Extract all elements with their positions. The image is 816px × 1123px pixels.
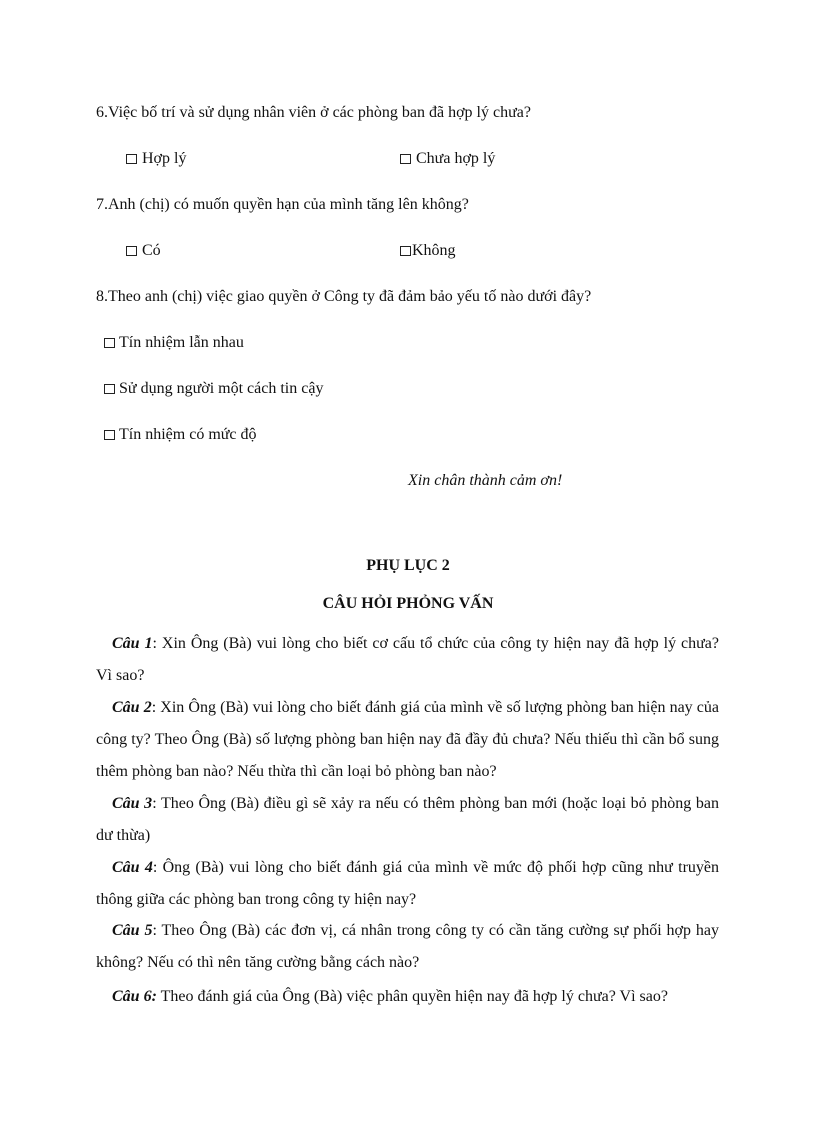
- option-label: Không: [412, 242, 456, 259]
- question-text: : Theo Ông (Bà) điều gì sẽ xảy ra nếu có thêm phòng ban mới (hoặc loại bỏ phòng ban dư thừa): [96, 795, 719, 844]
- checkbox-icon[interactable]: [400, 154, 411, 164]
- question-label: Câu 3: [112, 795, 153, 812]
- option-khong[interactable]: [400, 242, 456, 260]
- question-text: : Theo Ông (Bà) các đơn vị, cá nhân trong công ty có cần tăng cường sự phối hợp hay không? Nếu có thì nên tăng cường bằng cách nào?: [96, 922, 719, 971]
- appendix-subtitle: CÂU HỎI PHỎNG VẤN: [322, 595, 494, 612]
- option-co[interactable]: [126, 242, 161, 260]
- checkbox-icon[interactable]: [126, 154, 137, 164]
- interview-question-1: [96, 628, 719, 692]
- option-label: Tín nhiệm có mức độ: [119, 426, 257, 443]
- interview-question-4: [96, 852, 719, 916]
- question-label: Câu 5: [112, 922, 153, 939]
- question-text: : Xin Ông (Bà) vui lòng cho biết đánh giá của mình về số lượng phòng ban hiện nay của công ty? Theo Ông (Bà) số lượng phòng ban hiện nay đã đầy đủ chưa? Nếu thiếu thì cần bổ sung thêm phòng ban nào? Nếu thừa thì cần loại bỏ phòng ban nào?: [96, 699, 720, 780]
- appendix-title: PHỤ LỤC 2: [366, 557, 450, 574]
- question-label: Câu 2: [112, 699, 152, 716]
- survey-question-7: 7.Anh (chị) có muốn quyền hạn của mình tăng lên không?: [96, 196, 469, 213]
- option-hop-ly[interactable]: [126, 150, 186, 168]
- option-su-dung-nguoi[interactable]: [104, 380, 323, 398]
- question-label: Câu 1: [112, 635, 153, 652]
- interview-question-2: [96, 692, 719, 788]
- checkbox-icon[interactable]: [104, 338, 115, 348]
- question-text: Theo đánh giá của Ông (Bà) việc phân quyền hiện nay đã hợp lý chưa? Vì sao?: [156, 988, 668, 1005]
- question-text: : Ông (Bà) vui lòng cho biết đánh giá của mình về mức độ phối hợp cũng như truyền thông giữa các phòng ban trong công ty hiện nay?: [96, 859, 719, 908]
- option-chua-hop-ly[interactable]: [400, 150, 495, 168]
- question-label: Câu 6:: [112, 988, 157, 1005]
- survey-question-6: 6.Việc bố trí và sử dụng nhân viên ở các phòng ban đã hợp lý chưa?: [96, 104, 531, 121]
- option-label: Tín nhiệm lẫn nhau: [119, 334, 244, 351]
- option-tin-nhiem-lan-nhau[interactable]: [104, 334, 244, 352]
- option-label: Sử dụng người một cách tin cậy: [119, 380, 324, 397]
- interview-question-5: [96, 915, 719, 979]
- thank-you-note: Xin chân thành cảm ơn!: [408, 472, 563, 489]
- checkbox-icon[interactable]: [400, 246, 411, 256]
- checkbox-icon[interactable]: [104, 384, 115, 394]
- checkbox-icon[interactable]: [104, 430, 115, 440]
- question-label: Câu 4: [112, 859, 153, 876]
- option-label: Hợp lý: [142, 150, 187, 167]
- option-label: Chưa hợp lý: [416, 150, 496, 167]
- question-text: : Xin Ông (Bà) vui lòng cho biết cơ cấu tổ chức của công ty hiện nay đã hợp lý chưa? Vì sao?: [96, 635, 719, 684]
- checkbox-icon[interactable]: [126, 246, 137, 256]
- survey-question-8: 8.Theo anh (chị) việc giao quyền ở Công ty đã đảm bảo yếu tố nào dưới đây?: [96, 288, 592, 305]
- interview-question-6: [96, 981, 719, 1013]
- option-label: Có: [142, 242, 161, 259]
- option-tin-nhiem-co-muc-do[interactable]: [104, 426, 257, 444]
- interview-question-3: [96, 788, 719, 852]
